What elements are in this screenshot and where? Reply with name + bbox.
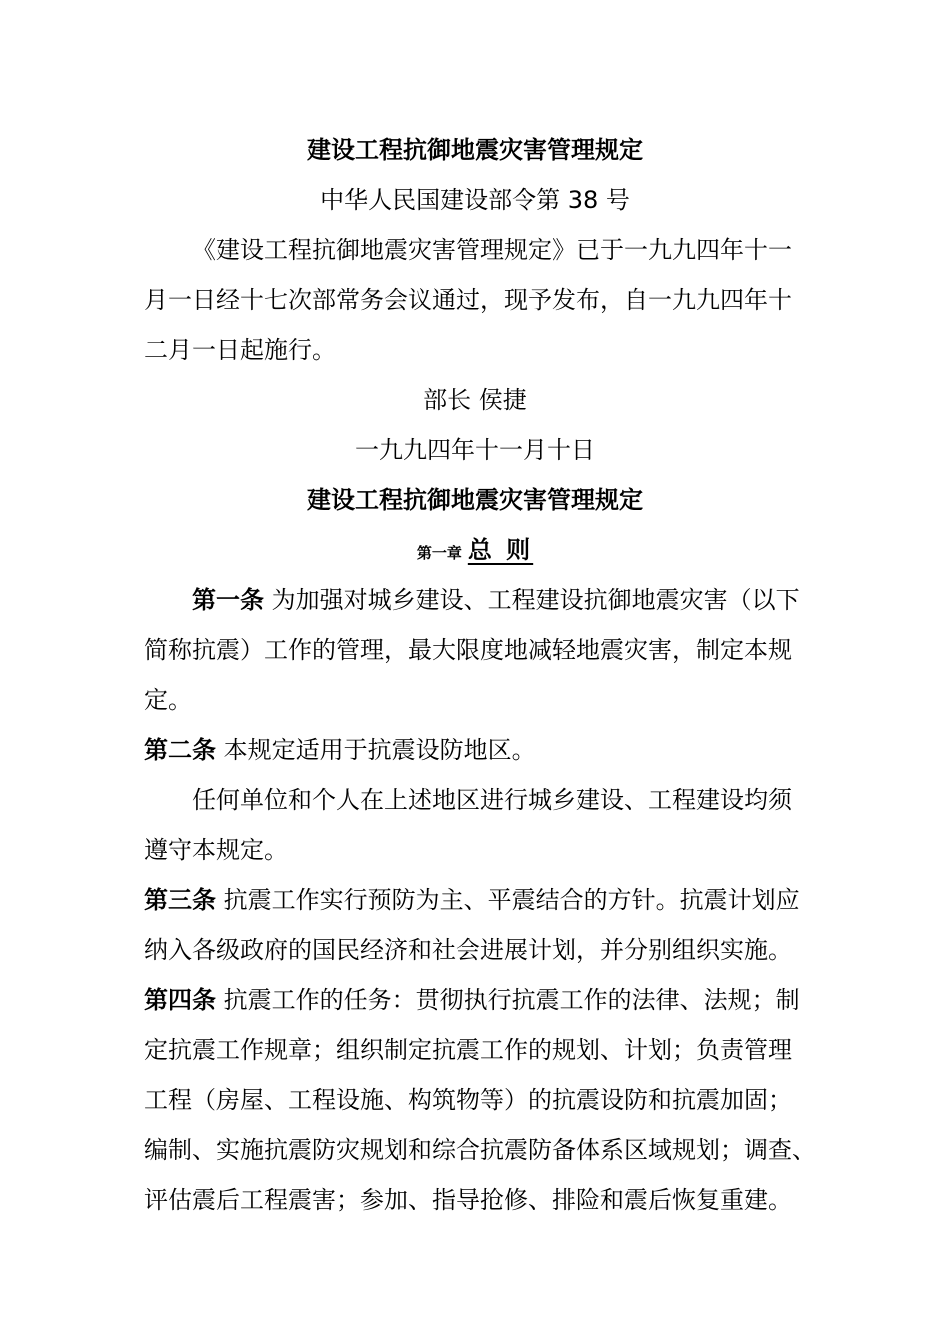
article-2 <box>144 734 824 766</box>
article-text: 本规定适用于抗震设防地区。 <box>216 736 536 764</box>
article-text: 抗震工作实行预防为主、平震结合的方针。抗震计划应 <box>216 886 800 914</box>
article-text-line: 纳入各级政府的国民经济和社会进展计划，并分别组织实施。 <box>144 936 792 964</box>
article-text-line: 评估震后工程震害；参加、指导抢修、排险和震后恢复重建。 <box>144 1186 792 1214</box>
regulation-title: 建设工程抗御地震灾害管理规定 <box>307 486 643 514</box>
article-text-line: 遵守本规定。 <box>144 836 288 864</box>
document-title: 建设工程抗御地震灾害管理规定 <box>307 136 643 164</box>
order-number: 中华人民国建设部令第 38 号 <box>320 186 630 214</box>
chapter-number: 第一章 <box>416 544 462 562</box>
article-text-line: 任何单位和个人在上述地区进行城乡建设、工程建设均须 <box>192 786 792 814</box>
intro-line: 月一日经十七次部常务会议通过，现予发布，自一九九四年十 <box>144 286 792 314</box>
article-label: 第一条 <box>192 586 264 614</box>
chapter-heading <box>0 534 950 569</box>
article-label: 第三条 <box>144 886 216 914</box>
article-text-line: 定抗震工作规章；组织制定抗震工作的规划、计划；负责管理 <box>144 1036 792 1064</box>
article-text-line: 编制、实施抗震防灾规划和综合抗震防备体系区域规划；调查、 <box>144 1136 816 1164</box>
issue-date: 一九九四年十一月十日 <box>355 436 595 464</box>
intro-line: 二月一日起施行。 <box>144 336 336 364</box>
article-text-line: 工程（房屋、工程设施、构筑物等）的抗震设防和抗震加固； <box>144 1086 792 1114</box>
signature: 部长 侯捷 <box>423 386 527 414</box>
chapter-title: 总 则 <box>467 536 534 564</box>
article-text-line: 定。 <box>144 686 192 714</box>
article-text: 抗震工作的任务：贯彻执行抗震工作的法律、法规；制 <box>216 986 800 1014</box>
article-3 <box>144 884 824 916</box>
article-label: 第四条 <box>144 986 216 1014</box>
article-label: 第二条 <box>144 736 216 764</box>
intro-line: 《建设工程抗御地震灾害管理规定》已于一九九四年十一 <box>192 236 792 264</box>
article-text-line: 简称抗震）工作的管理，最大限度地减轻地震灾害，制定本规 <box>144 636 792 664</box>
article-4 <box>144 984 824 1016</box>
article-1 <box>192 584 824 616</box>
article-text: 为加强对城乡建设、工程建设抗御地震灾害（以下 <box>264 586 800 614</box>
